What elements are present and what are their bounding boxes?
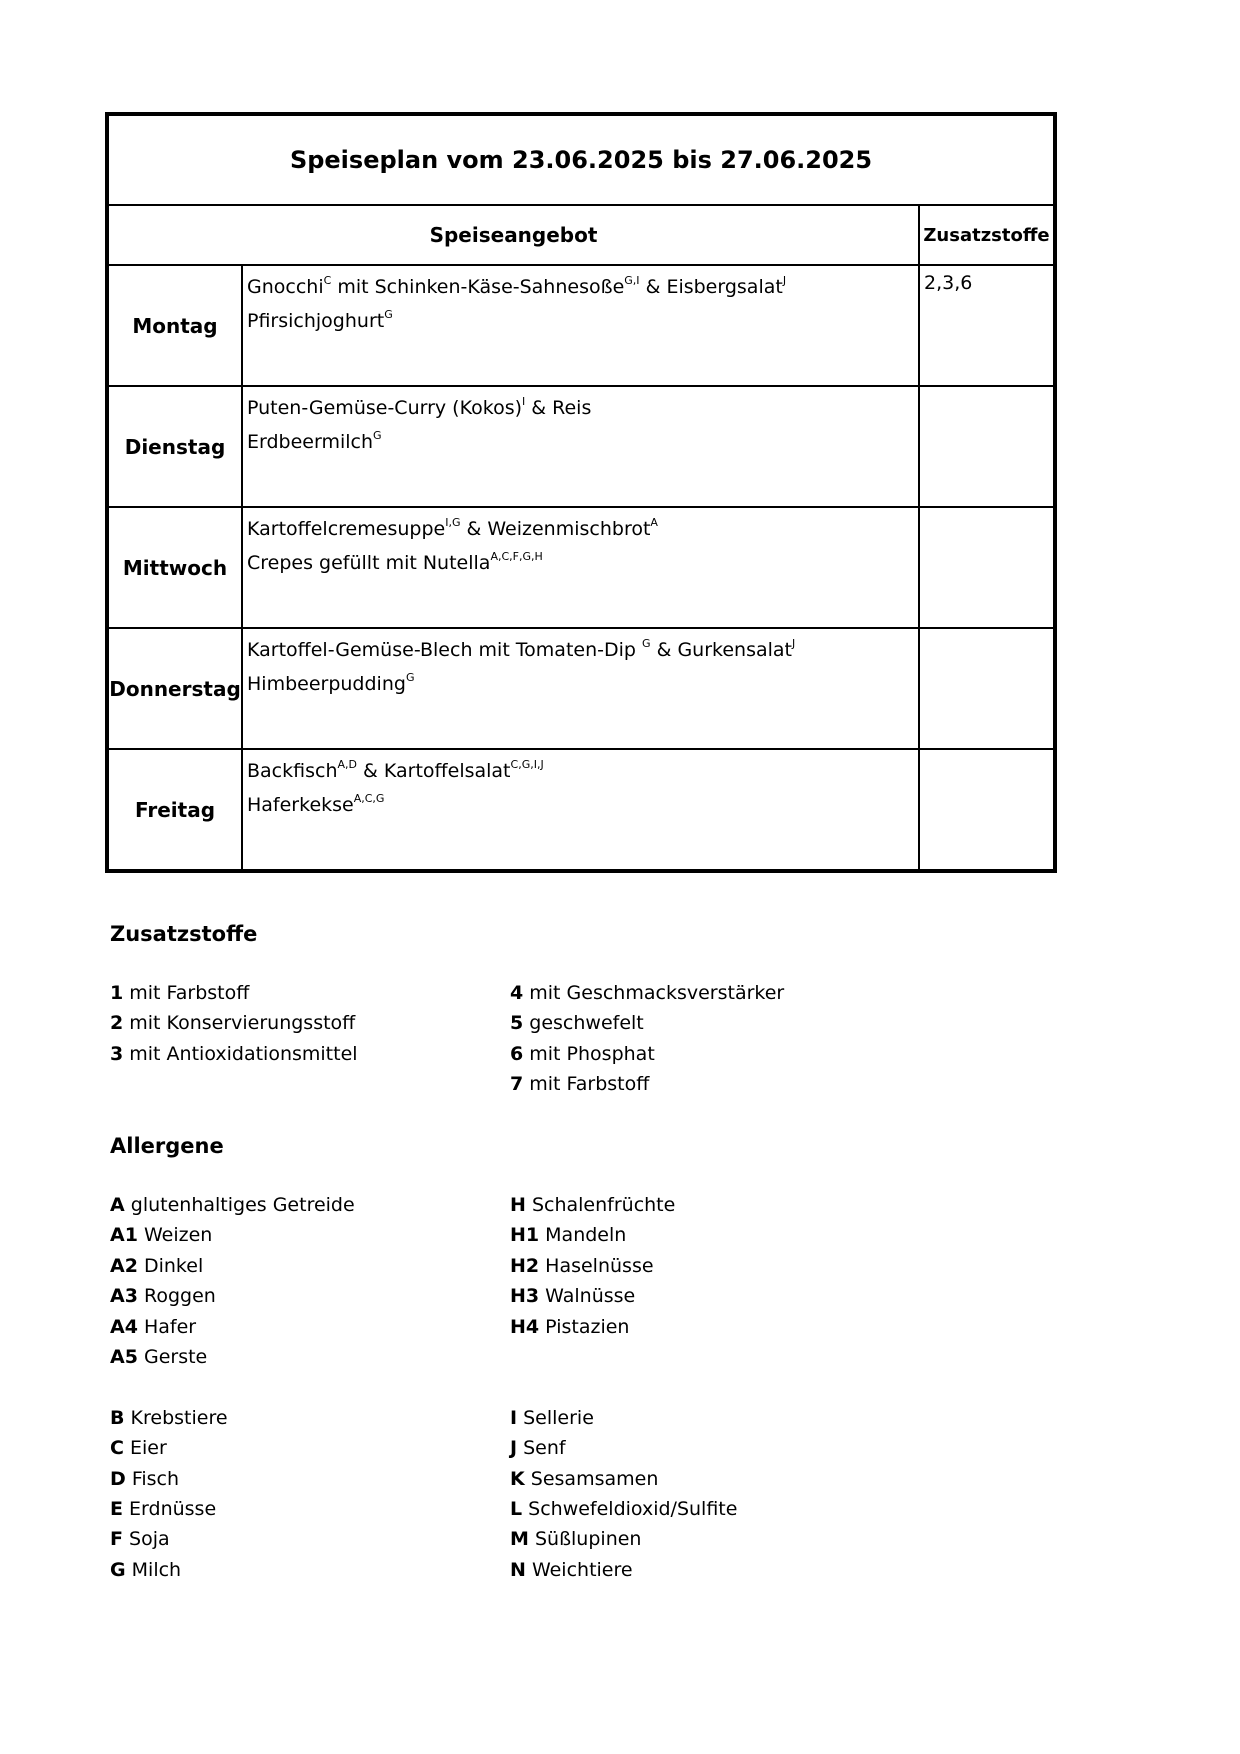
legend-text: Weizen: [137, 1224, 213, 1247]
dish-text: & Gurkensalat: [650, 639, 792, 661]
allergens-list-right: [510, 1190, 737, 1585]
day-label: Mittwoch: [107, 507, 242, 628]
legend-item: [110, 1312, 355, 1342]
legend-item: [110, 1403, 355, 1433]
day-row: [107, 265, 1055, 386]
legend-code: N: [510, 1558, 526, 1581]
legend-item: [510, 1039, 784, 1069]
legend-code: H3: [510, 1285, 540, 1308]
legend-code: 1: [110, 982, 124, 1004]
dish-cell: [242, 507, 919, 628]
legend-code: A2: [110, 1254, 138, 1277]
allergen-marker: C,G,I,J: [510, 758, 544, 771]
dish-line: [247, 425, 914, 459]
additives-cell: 2,3,6: [919, 265, 1055, 386]
legend-item: [510, 1312, 737, 1342]
legend-code: 5: [510, 1012, 524, 1035]
dish-text: & Kartoffelsalat: [356, 760, 511, 782]
legend-text: Dinkel: [137, 1254, 204, 1277]
allergen-marker: A: [650, 516, 658, 529]
legend-item: [510, 978, 784, 1008]
dish-text: Himbeerpudding: [247, 673, 406, 695]
dish-text: Haferkekse: [247, 794, 354, 816]
legend-item: [110, 1555, 355, 1585]
header-additives: Zusatzstoffe: [919, 205, 1055, 265]
legend-item: [510, 1372, 737, 1402]
legend-text: Krebstiere: [124, 1406, 228, 1429]
additives-cell: [919, 386, 1055, 507]
header-offer: Speiseangebot: [107, 205, 919, 265]
legend-code: H: [510, 1194, 526, 1216]
legend-text: Mandeln: [539, 1224, 627, 1247]
legend-text: mit Geschmacksverstärker: [523, 982, 785, 1004]
legend-text: Schalenfrüchte: [525, 1194, 676, 1216]
legend-text: Walnüsse: [539, 1285, 636, 1308]
allergen-marker: G: [405, 671, 415, 684]
day-row: [107, 507, 1055, 628]
day-label: Donnerstag: [107, 628, 242, 749]
legend-item: [110, 1220, 355, 1250]
dish-cell: [242, 265, 919, 386]
additives-cell: [919, 507, 1055, 628]
legend-text: Süßlupinen: [528, 1528, 642, 1551]
allergens-list-left: [110, 1190, 355, 1585]
dish-text: Pfirsichjoghurt: [247, 310, 385, 332]
legend-code: E: [110, 1497, 123, 1520]
legend-text: Weichtiere: [525, 1558, 633, 1581]
legend-item: [510, 1464, 737, 1494]
legend-item: [510, 1069, 784, 1099]
allergen-marker: C: [323, 274, 332, 287]
legend-text: Hafer: [137, 1315, 197, 1338]
legend-text: Haselnüsse: [539, 1254, 654, 1277]
menu-table: [105, 112, 1057, 873]
legend-code: K: [510, 1467, 525, 1490]
day-row: [107, 386, 1055, 507]
dish-line: [247, 304, 914, 338]
dish-text: Crepes gefüllt mit Nutella: [247, 552, 491, 574]
legend-code: 3: [110, 1042, 124, 1065]
legend-text: Eier: [123, 1437, 167, 1460]
legend-code: 4: [510, 982, 524, 1004]
allergen-marker: A,C,F,G,H: [490, 550, 543, 563]
allergen-marker: G,I: [624, 274, 640, 287]
legend-item: [510, 1342, 737, 1372]
dish-text: Puten-Gemüse-Curry (Kokos): [247, 397, 522, 419]
dish-line: [247, 512, 914, 546]
legend-text: Erdnüsse: [122, 1497, 217, 1520]
additives-title: Zusatzstoffe: [110, 922, 258, 946]
legend-text: mit Konservierungsstoff: [123, 1012, 356, 1035]
legend-code: B: [110, 1406, 125, 1429]
plan-title: Speiseplan vom 23.06.2025 bis 27.06.2025: [107, 114, 1055, 205]
day-row: [107, 749, 1055, 871]
legend-code: A4: [110, 1315, 138, 1338]
legend-code: A5: [110, 1345, 138, 1368]
additives-cell: [919, 749, 1055, 871]
allergens-title: Allergene: [110, 1134, 224, 1158]
legend-code: A3: [110, 1285, 138, 1308]
legend-text: Pistazien: [539, 1315, 630, 1338]
dish-line: [247, 270, 914, 304]
legend-text: mit Phosphat: [523, 1042, 655, 1065]
legend-item: [510, 1008, 784, 1038]
additives-cell: [919, 628, 1055, 749]
allergen-marker: A,D: [337, 758, 357, 771]
allergen-marker: J: [782, 274, 787, 287]
legend-text: Fisch: [125, 1467, 180, 1490]
dish-text: & Reis: [525, 397, 592, 419]
legend-item: [110, 978, 358, 1008]
legend-item: [110, 1494, 355, 1524]
legend-item: [510, 1555, 737, 1585]
allergen-marker: I: [522, 395, 526, 408]
legend-item: [110, 1342, 355, 1372]
legend-text: Soja: [122, 1528, 170, 1551]
dish-cell: [242, 628, 919, 749]
legend-code: I: [510, 1406, 518, 1429]
legend-item: [110, 1433, 355, 1463]
legend-item: [110, 1251, 355, 1281]
allergen-marker: G: [642, 637, 651, 650]
legend-code: A1: [110, 1224, 138, 1247]
day-label: Montag: [107, 265, 242, 386]
legend-code: H2: [510, 1254, 540, 1277]
legend-text: Sellerie: [517, 1406, 594, 1429]
legend-text: Milch: [125, 1558, 182, 1581]
legend-text: Roggen: [137, 1285, 216, 1308]
legend-item: [110, 1190, 355, 1220]
day-row: [107, 628, 1055, 749]
legend-item: [510, 1524, 737, 1554]
legend-item: [110, 1039, 358, 1069]
legend-item: [110, 1372, 355, 1402]
dish-text: Kartoffelcremesuppe: [247, 518, 446, 540]
legend-code: J: [510, 1437, 518, 1460]
legend-code: L: [510, 1497, 523, 1520]
legend-item: [110, 1524, 355, 1554]
legend-code: F: [110, 1528, 123, 1551]
legend-text: Schwefeldioxid/Sulfite: [522, 1497, 738, 1520]
legend-text: mit Farbstoff: [523, 1073, 650, 1096]
dish-line: [247, 667, 914, 701]
legend-item: [510, 1251, 737, 1281]
dish-cell: [242, 386, 919, 507]
dish-line: [247, 788, 914, 822]
dish-text: Kartoffel-Gemüse-Blech mit Tomaten-Dip: [247, 639, 643, 661]
legend-code: M: [510, 1528, 529, 1551]
dish-line: [247, 633, 914, 667]
legend-code: 2: [110, 1012, 124, 1035]
allergen-marker: G: [373, 429, 382, 442]
legend-code: A: [110, 1194, 125, 1216]
legend-text: Gerste: [137, 1345, 208, 1368]
legend-code: C: [110, 1437, 124, 1460]
dish-text: Erdbeermilch: [247, 431, 374, 453]
legend-item: [510, 1403, 737, 1433]
legend-code: 6: [510, 1042, 524, 1065]
dish-line: [247, 546, 914, 580]
legend-text: glutenhaltiges Getreide: [124, 1194, 355, 1216]
legend-item: [510, 1494, 737, 1524]
legend-item: [510, 1220, 737, 1250]
legend-code: H1: [510, 1224, 540, 1247]
allergen-marker: A,C,G: [353, 792, 385, 805]
day-rows: [107, 265, 1055, 871]
dish-text: & Eisbergsalat: [639, 276, 783, 298]
dish-text: Backfisch: [247, 760, 338, 782]
dish-line: [247, 754, 914, 788]
dish-text: mit Schinken-Käse-Sahnesoße: [331, 276, 625, 298]
legend-text: Sesamsamen: [524, 1467, 659, 1490]
legend-item: [510, 1190, 737, 1220]
allergen-marker: J: [792, 637, 796, 650]
day-label: Freitag: [107, 749, 242, 871]
allergen-marker: I,G: [445, 516, 461, 529]
dish-line: [247, 391, 914, 425]
legend-text: Senf: [517, 1437, 566, 1460]
additives-list-left: [110, 978, 358, 1069]
legend-text: mit Farbstoff: [123, 982, 250, 1004]
dish-text: & Weizenmischbrot: [460, 518, 651, 540]
legend-text: mit Antioxidationsmittel: [123, 1042, 358, 1065]
legend-code: H4: [510, 1315, 540, 1338]
legend-item: [110, 1464, 355, 1494]
legend-text: geschwefelt: [523, 1012, 644, 1035]
legend-item: [510, 1433, 737, 1463]
legend-code: D: [110, 1467, 126, 1490]
legend-code: 7: [510, 1073, 524, 1096]
allergen-marker: G: [384, 308, 393, 321]
dish-text: Gnocchi: [247, 276, 324, 298]
day-label: Dienstag: [107, 386, 242, 507]
dish-cell: [242, 749, 919, 871]
legend-item: [110, 1281, 355, 1311]
legend-item: [510, 1281, 737, 1311]
legend-item: [110, 1008, 358, 1038]
legend-code: G: [110, 1558, 126, 1581]
additives-list-right: [510, 978, 784, 1100]
